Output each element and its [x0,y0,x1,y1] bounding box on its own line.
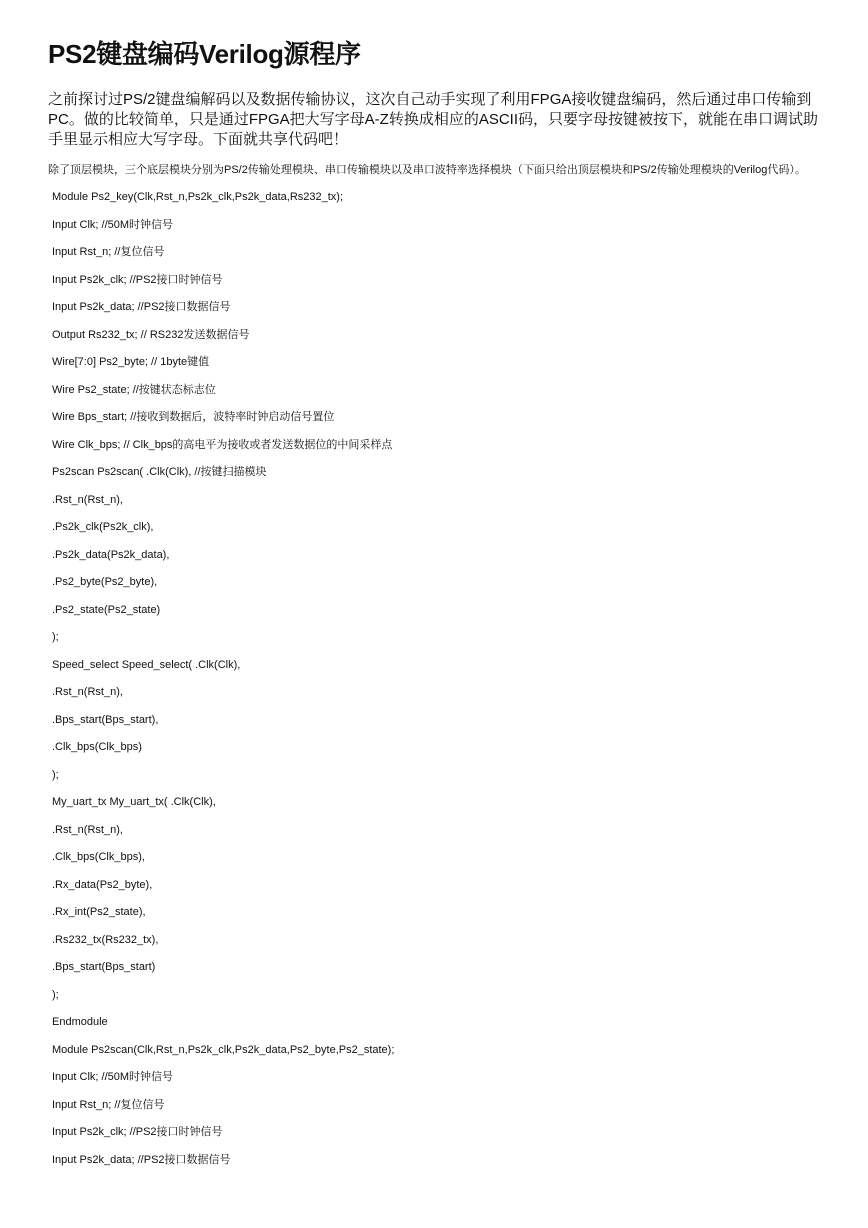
code-line: .Rst_n(Rst_n), [52,823,123,836]
code-line: Speed_select Speed_select( .Clk(Clk), [52,658,241,671]
code-line: .Ps2_state(Ps2_state) [52,603,161,616]
code-line: Module Ps2scan(Clk,Rst_n,Ps2k_clk,Ps2k_data,Ps2_byte,Ps2_state); [52,1043,395,1056]
code-line: .Rx_int(Ps2_state), [52,906,146,918]
code-line: .Rs232_tx(Rs232_tx), [52,933,159,946]
code-line: .Clk_bps(Clk_bps) [52,741,142,753]
code-line: Input Rst_n; //复位信号 [52,246,165,258]
code-line: .Ps2k_data(Ps2k_data), [52,548,170,561]
document-title: PS2键盘编码Verilog源程序 [48,39,361,69]
code-line: .Ps2_byte(Ps2_byte), [52,576,158,588]
code-line: Endmodule [52,1016,108,1028]
code-line: Input Clk; //50M时钟信号 [52,1071,174,1083]
code-line: .Ps2k_clk(Ps2k_clk), [52,521,154,533]
code-line: Wire[7:0] Ps2_byte; // 1byte键值 [52,356,210,368]
code-line: Wire Clk_bps; // Clk_bps的高电平为接收或者发送数据位的中间采样点 [52,438,393,451]
code-listing [52,187,394,1177]
code-line: ); [52,631,59,643]
code-line: Wire Bps_start; //接收到数据后，波特率时钟启动信号置位 [52,411,335,423]
code-line: Input Clk; //50M时钟信号 [52,218,174,231]
code-line: .Rst_n(Rst_n), [52,686,123,698]
code-line: Module Ps2_key(Clk,Rst_n,Ps2k_clk,Ps2k_data,Rs232_tx); [52,191,344,203]
module-note: 除了顶层模块，三个底层模块分别为PS/2传输处理模块、串口传输模块以及串口波特率选择模块（下面只给出顶层模块和PS/2传输处理模块的Verilog代码）。 [48,164,806,176]
code-line: Input Ps2k_data; //PS2接口数据信号 [52,1153,231,1166]
code-line: .Rst_n(Rst_n), [52,493,123,506]
code-line: .Clk_bps(Clk_bps), [52,851,145,863]
code-line: My_uart_tx My_uart_tx( .Clk(Clk), [52,796,216,808]
code-line: .Bps_start(Bps_start) [52,961,156,973]
code-line: Input Ps2k_clk; //PS2接口时钟信号 [52,1126,223,1138]
code-line: Input Ps2k_clk; //PS2接口时钟信号 [52,273,223,286]
code-line: Wire Ps2_state; //按键状态标志位 [52,383,216,396]
intro-paragraph: 之前探讨过PS/2键盘编解码以及数据传输协议，这次自己动手实现了利用FPGA接收键盘编码，然后通过串口传输到PC。做的比较简单，只是通过FPGA把大写字母A-Z转换成相应的ASCII码，只要字母按键被按下，就能在串口调试助手里显示相应大写字母。下面就共享代码吧！ [48,91,819,148]
code-line: Ps2scan Ps2scan( .Clk(Clk), //按键扫描模块 [52,466,267,478]
code-line: Input Rst_n; //复位信号 [52,1098,165,1111]
code-line: ); [52,768,59,781]
code-line: Input Ps2k_data; //PS2接口数据信号 [52,301,231,313]
code-line: Output Rs232_tx; // RS232发送数据信号 [52,328,250,341]
code-line: ); [52,988,59,1001]
code-line: .Bps_start(Bps_start), [52,713,159,726]
code-line: .Rx_data(Ps2_byte), [52,878,153,891]
